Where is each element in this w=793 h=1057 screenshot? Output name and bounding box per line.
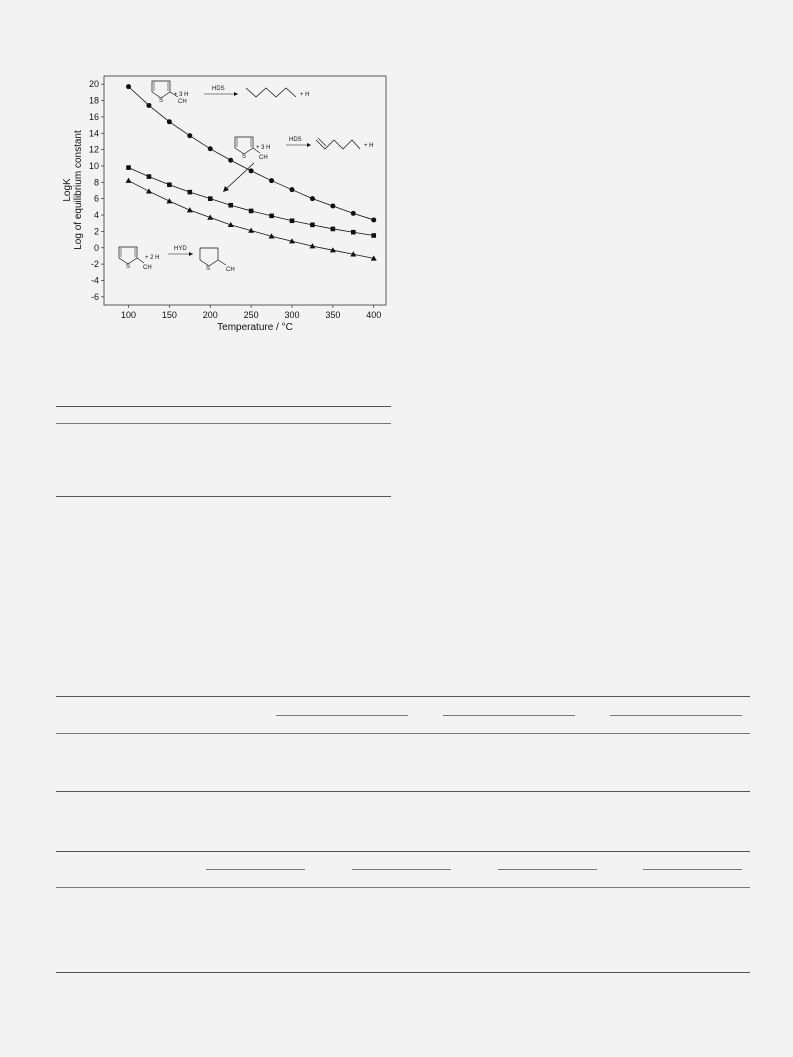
equilibrium-chart xyxy=(60,70,390,350)
ring-sulfur-label: S xyxy=(159,98,164,104)
table2-group-rule-1 xyxy=(276,715,408,716)
data-point xyxy=(269,178,274,183)
hydrogen-reagent-label: + 3 H xyxy=(174,92,189,98)
table2-group-rule-3 xyxy=(610,715,742,716)
data-point xyxy=(147,174,152,179)
hydrogen-sulfide-label: + H xyxy=(300,92,310,98)
data-point xyxy=(228,158,233,163)
y-tick-label: 0 xyxy=(93,242,99,253)
y-tick-label: 12 xyxy=(88,144,99,155)
table3-group-rule-1 xyxy=(206,869,305,870)
methyl-label: CH xyxy=(143,265,152,271)
series-line xyxy=(129,168,374,236)
x-tick-label: 100 xyxy=(121,310,137,320)
data-point xyxy=(310,196,315,201)
thiophene-ring-icon xyxy=(119,247,137,264)
data-point xyxy=(371,217,376,222)
table2-bottom-rule xyxy=(56,791,750,792)
hydrogen-reagent-label: + 3 H xyxy=(256,145,271,151)
data-point xyxy=(126,178,132,183)
hds-arrow-label: HDS xyxy=(212,86,225,92)
data-point xyxy=(166,198,172,203)
data-point xyxy=(331,227,336,232)
x-tick-label: 350 xyxy=(325,310,341,320)
y-tick-label: 14 xyxy=(88,128,99,139)
data-point xyxy=(208,146,213,151)
tetrahydrothiophene-ring-icon xyxy=(200,248,218,266)
table1-header-rule xyxy=(56,423,391,424)
data-point xyxy=(371,233,376,238)
y-tick-label: -4 xyxy=(90,275,99,286)
table2-top-rule xyxy=(56,696,750,697)
x-tick-label: 200 xyxy=(202,310,218,320)
thiophene-ring-icon xyxy=(235,137,253,154)
series-line xyxy=(129,181,374,259)
y-tick-label: 16 xyxy=(88,111,99,122)
methyl-label: CH xyxy=(178,99,187,105)
scheme-hds-pentene xyxy=(223,137,374,192)
y-axis-label-line1: LogK xyxy=(62,178,73,202)
thiophene-ring-icon xyxy=(152,81,170,98)
data-point xyxy=(290,187,295,192)
y-tick-label: 2 xyxy=(93,226,99,237)
methyl-label: CH xyxy=(259,155,268,161)
scheme-hyd xyxy=(119,246,235,273)
data-point xyxy=(290,218,295,223)
x-tick-label: 400 xyxy=(366,310,382,320)
data-point xyxy=(126,165,131,170)
data-point xyxy=(330,204,335,209)
pointer-arrow-icon xyxy=(225,163,254,190)
table1-bottom-rule xyxy=(56,496,391,497)
y-tick-label: -2 xyxy=(90,259,99,270)
data-point xyxy=(249,209,254,214)
data-point xyxy=(208,196,213,201)
series-square xyxy=(126,165,376,237)
table3-group-rule-3 xyxy=(498,869,597,870)
pentene-chain-icon xyxy=(316,140,360,149)
hydrogen-sulfide-label: + H xyxy=(364,143,374,149)
ring-sulfur-label: S xyxy=(242,154,247,160)
data-point xyxy=(269,214,274,219)
data-point xyxy=(126,84,131,89)
data-point xyxy=(187,207,193,212)
data-point xyxy=(228,203,233,208)
hydrogen-reagent-label: + 2 H xyxy=(145,255,160,261)
scheme-hds-pentane xyxy=(152,81,310,105)
table3-header-rule xyxy=(56,887,750,888)
ring-sulfur-label: S xyxy=(126,264,131,270)
y-tick-label: 18 xyxy=(88,95,99,106)
series-triangle xyxy=(126,178,377,261)
data-point xyxy=(351,230,356,235)
ring-sulfur-label: S xyxy=(206,266,211,272)
table3-top-rule xyxy=(56,851,750,852)
data-point xyxy=(167,119,172,124)
series-line xyxy=(129,87,374,220)
series-layer xyxy=(126,84,377,260)
data-point xyxy=(249,168,254,173)
data-point xyxy=(146,103,151,108)
x-tick-label: 250 xyxy=(243,310,259,320)
data-point xyxy=(351,211,356,216)
y-tick-label: 6 xyxy=(93,193,99,204)
y-tick-label: -6 xyxy=(90,291,99,302)
y-tick-label: 10 xyxy=(88,160,99,171)
table3-group-rule-4 xyxy=(643,869,742,870)
x-tick-label: 300 xyxy=(284,310,300,320)
y-tick-label: 4 xyxy=(93,210,99,221)
data-point xyxy=(310,223,315,228)
y-tick-label: 8 xyxy=(93,177,99,188)
x-axis-label: Temperature / °C xyxy=(217,322,293,333)
hds-arrow-label: HDS xyxy=(289,137,302,143)
table2-header-rule xyxy=(56,733,750,734)
table2-group-rule-2 xyxy=(443,715,575,716)
series-circle xyxy=(126,84,376,222)
data-point xyxy=(146,188,152,193)
hyd-arrow-label: HYD xyxy=(174,246,187,252)
y-axis-label-line2: Log of equilibrium constant xyxy=(73,130,84,250)
methyl-label: CH xyxy=(226,267,235,273)
table3-group-rule-2 xyxy=(352,869,451,870)
data-point xyxy=(167,182,172,187)
pentane-chain-icon xyxy=(246,88,296,97)
data-point xyxy=(188,190,193,195)
table3-bottom-rule xyxy=(56,972,750,973)
data-point xyxy=(187,133,192,138)
axis-ticks xyxy=(89,79,381,320)
table1-top-rule xyxy=(56,406,391,407)
y-tick-label: 20 xyxy=(88,79,99,90)
x-tick-label: 150 xyxy=(161,310,177,320)
